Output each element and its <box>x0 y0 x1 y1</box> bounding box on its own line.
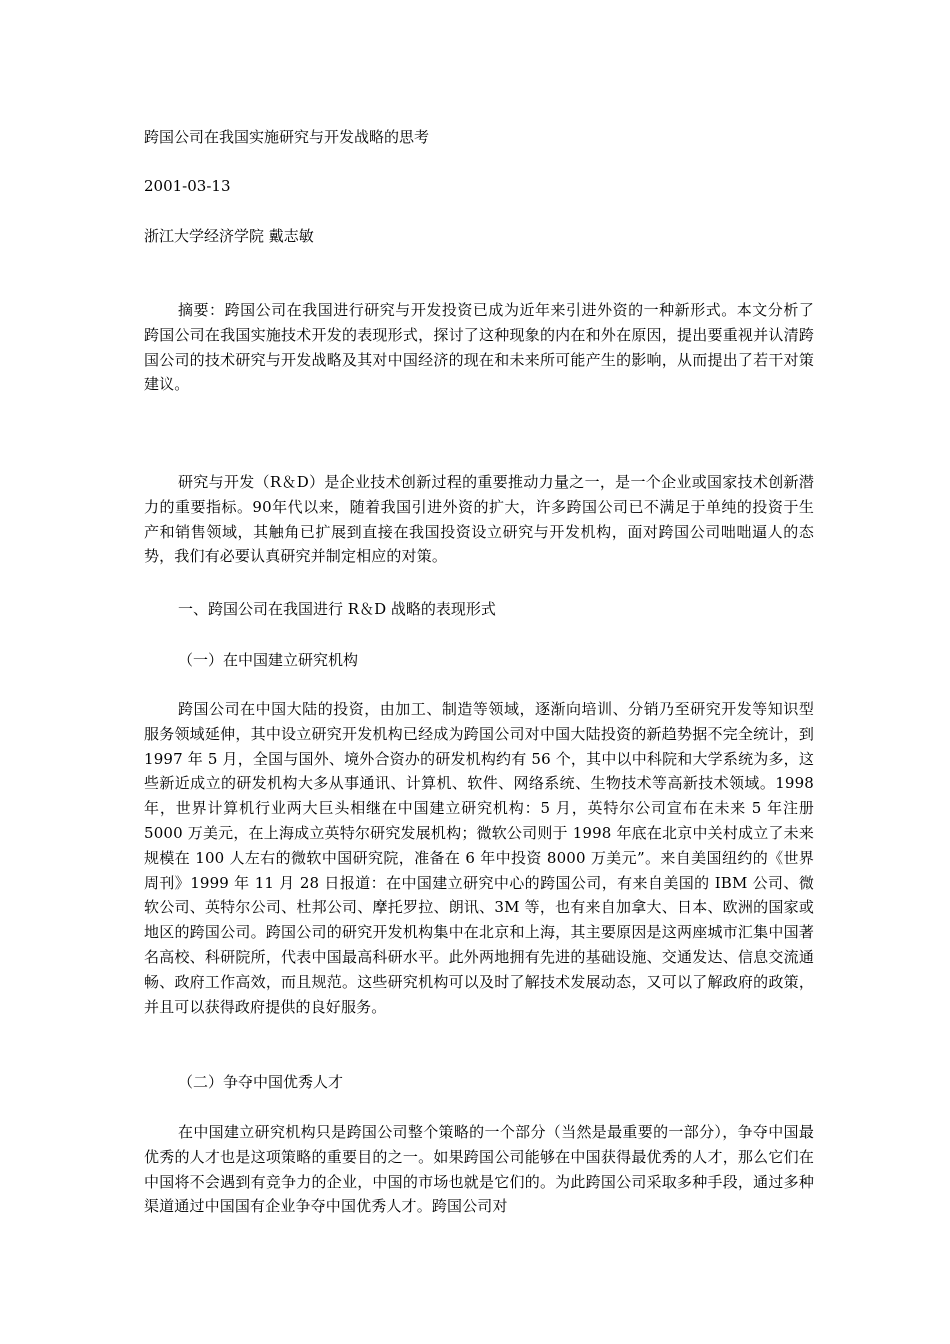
abstract-paragraph: 摘要：跨国公司在我国进行研究与开发投资已成为近年来引进外资的一种新形式。本文分析了跨国公司在我国实施技术开发的表现形式，探讨了这种现象的内在和外在原因，提出要重视并认清跨国公司的技术研究与开发战略及其对中国经济的现在和未来所可能产生的影响，从而提出了若干对策建议。 <box>144 301 814 394</box>
document-date: 2001-03-13 <box>144 177 231 195</box>
document-author: 浙江大学经济学院 戴志敏 <box>144 227 314 245</box>
section-1-heading: 一、跨国公司在我国进行 R＆D 战略的表现形式 <box>178 600 496 618</box>
document-title: 跨国公司在我国实施研究与开发战略的思考 <box>144 128 430 146</box>
subsection-2-heading: （二）争夺中国优秀人才 <box>178 1073 344 1091</box>
subsection-1-paragraph: 跨国公司在中国大陆的投资，由加工、制造等领域，逐渐向培训、分销乃至研究开发等知识型服务领域延伸，其中设立研究开发机构已经成为跨国公司对中国大陆投资的新趋势据不完全统计，到 1997 年 5 月，全国与国外、境外合资办的研发机构约有 56 个，其中以中科院和大学系统为多，这些新近成立的研发机构大多从事通讯、计算机、软件、网络系统、生物技术等高新技术领域。1998 年，世界计算机行业两大巨头相继在中国建立研究机构：5 月，英特尔公司宣布在未来 5 年注册 5000 万美元，在上海成立英特尔研究发展机构；微软公司则于 1998 年底在北京中关村成立了未来规模在 100 人左右的微软中国研究院，准备在 6 年中投资 8000 万美元”。来自美国纽约的《世界周刊》1999 年 11 月 28 日报道：在中国建立研究中心的跨国公司，有来自美国的 IBM 公司、微软公司、英特尔公司、杜邦公司、摩托罗拉、朗讯、3M 等，也有来自加拿大、日本、欧洲的国家或地区的跨国公司。跨国公司的研究开发机构集中在北京和上海，其主要原因是这两座城市汇集中国著名高校、科研院所，代表中国最高科研水平。此外两地拥有先进的基础设施、交通发达、信息交流通畅、政府工作高效，而且规范。这些研究机构可以及时了解技术发展动态，又可以了解政府的政策，并且可以获得政府提供的良好服务。 <box>144 700 814 1016</box>
intro-paragraph: 研究与开发（R＆D）是企业技术创新过程的重要推动力量之一，是一个企业或国家技术创新潜力的重要指标。90年代以来，随着我国引进外资的扩大，许多跨国公司已不满足于单纯的投资于生产和销售领域，其触角已扩展到直接在我国投资设立研究与开发机构，面对跨国公司咄咄逼人的态势，我们有必要认真研究并制定相应的对策。 <box>144 473 814 566</box>
subsection-2-paragraph: 在中国建立研究机构只是跨国公司整个策略的一个部分（当然是最重要的一部分），争夺中国最优秀的人才也是这项策略的重要目的之一。如果跨国公司能够在中国获得最优秀的人才，那么它们在中国将不会遇到有竞争力的企业，中国的市场也就是它们的。为此跨国公司采取多种手段，通过多种渠道通过中国国有企业争夺中国优秀人才。跨国公司对 <box>144 1123 814 1216</box>
subsection-1-heading: （一）在中国建立研究机构 <box>178 651 359 669</box>
